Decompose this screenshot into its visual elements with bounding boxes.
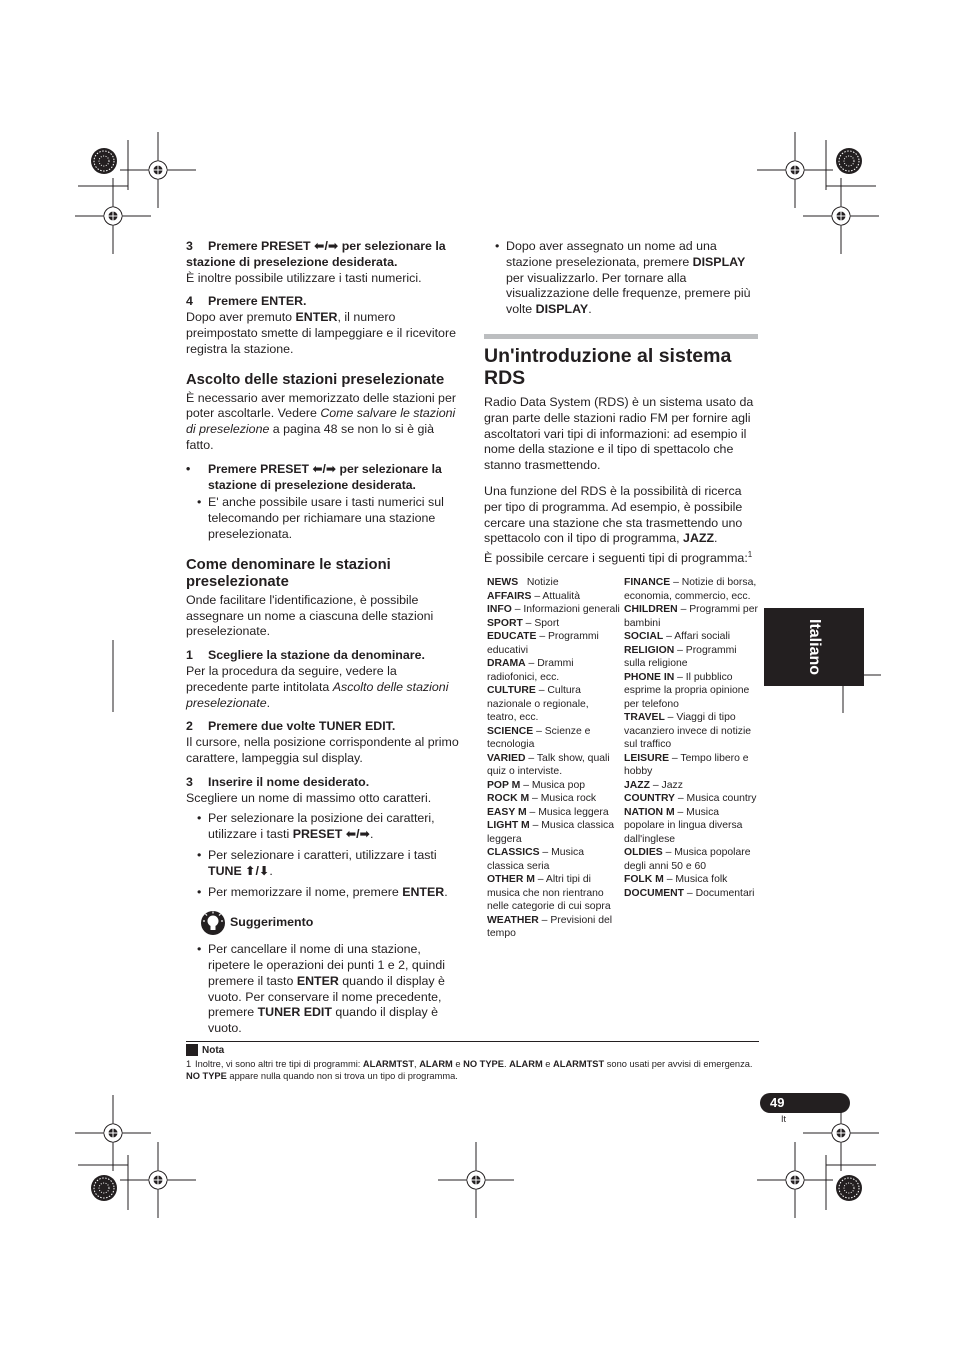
- note-pencil-icon: [186, 1044, 198, 1056]
- substep-2-title: 2 Premere due volte TUNER EDIT.: [186, 719, 396, 734]
- section-body-ascolto: È necessario aver memorizzato delle stazioni per poter ascoltarle. Vedere Come salvare le stazioni di preselezione a pagina 48 se non lo si è già fatto.: [186, 390, 456, 452]
- section-title-denominare: Come denominare le stazioni preselezionate: [186, 556, 391, 590]
- page-heading-rds: Un'introduzione al sistema RDS: [484, 344, 732, 389]
- program-type-item: COUNTRY – Musica country: [624, 793, 757, 805]
- program-type-item: CHILDREN – Programmi per bambini: [624, 604, 761, 629]
- nota-header: [186, 1044, 224, 1056]
- program-type-item: EASY M – Musica leggera: [487, 806, 609, 818]
- program-type-item: VARIED – Talk show, quali quiz o interviste.: [487, 752, 613, 778]
- program-type-item: ROCK M – Musica rock: [487, 793, 597, 805]
- rds-intro: Radio Data System (RDS) è un sistema usato da gran parte delle stazioni radio FM per fornire agli ascoltatori vari tipi di informazioni: ad esempio il nome della stazione e il tipo di spettacolo che stanno trasmettendo.: [484, 394, 754, 473]
- step-3-body: È inoltre possibile utilizzare i tasti numerici.: [186, 270, 422, 285]
- program-types-col-2: [621, 576, 761, 941]
- tip-header: [200, 910, 462, 936]
- program-types-col-1: [484, 576, 621, 941]
- substep-1-title: 1 Scegliere la stazione da denominare.: [186, 648, 425, 663]
- program-type-item: SCIENCE – Scienze e tecnologia: [487, 725, 594, 751]
- substep-2-body: Il cursore, nella posizione corrispondente al primo carattere, lampeggia sul display.: [186, 735, 459, 765]
- language-tab-label: Italiano: [806, 618, 823, 675]
- tip-title: Suggerimento: [230, 915, 314, 930]
- program-type-item: POP M – Musica pop: [487, 779, 586, 791]
- star-mark-top-right: [836, 148, 862, 174]
- bullet-char-position: • Per selezionare la posizione dei caratteri, utilizzare i tasti PRESET ⬅/➡.: [186, 811, 462, 843]
- program-type-item: JAZZ – Jazz: [624, 779, 683, 791]
- program-type-item: TRAVEL – Viaggi di tipo vacanziero invece di notizie sul traffico: [624, 712, 754, 751]
- program-types-list: [484, 576, 761, 941]
- substep-3-title: 3 Inserire il nome desiderato.: [186, 774, 370, 789]
- step-4-body: Dopo aver premuto ENTER, il numero preimpostato smette di lampeggiare e il ricevitore registra la stazione.: [186, 310, 456, 356]
- step-4-title: 4 Premere ENTER.: [186, 294, 307, 309]
- bullet-display: • Dopo aver assegnato un nome ad una stazione preselezionata, premere DISPLAY per visualizzarlo. Per tornare alla visualizzazione delle frequenze, premere più volte DISPLAY.: [484, 239, 758, 318]
- nota-label: Nota: [202, 1044, 225, 1056]
- page-language: It: [781, 1114, 787, 1124]
- left-column: [186, 239, 462, 1042]
- footnote-rule: [186, 1041, 759, 1042]
- program-type-item: EDUCATE – Programmi educativi: [487, 631, 602, 656]
- program-type-item: FINANCE – Notizie di borsa, economia, commercio, ecc.: [624, 577, 760, 602]
- right-column: [484, 239, 761, 941]
- program-type-item: DOCUMENT – Documentari: [624, 887, 755, 899]
- star-mark-top-left: [91, 148, 117, 174]
- program-type-item: WEATHER – Previsioni del tempo: [487, 914, 616, 940]
- star-mark-bottom-left: [91, 1175, 117, 1201]
- substep-1-body: Per la procedura da seguire, vedere la precedente parte intitolata Ascolto delle stazioni preselezionate.: [186, 663, 449, 710]
- page-number: 49: [770, 1095, 785, 1110]
- program-type-item: LEISURE – Tempo libero e hobby: [624, 752, 752, 778]
- rds-search: Una funzione del RDS è la possibilità di ricerca per tipo di programma. Ad esempio, è possibile cercare una stazione che sta trasmettendo uno spettacolo con il tipo di programma, JAZZ.: [484, 483, 743, 546]
- program-type-item: NATION M – Musica popolare in lingua diversa dall'inglese: [624, 806, 746, 845]
- program-type-item: LIGHT M – Musica classica leggera: [487, 820, 617, 845]
- program-type-item: SPORT – Sport: [487, 617, 560, 629]
- program-type-item: PHONE IN – Il pubblico esprime la propria opinione per telefono: [624, 671, 753, 710]
- rds-types-intro: È possibile cercare i seguenti tipi di programma:$^1$: [484, 550, 753, 566]
- bullet-char-select: • Per selezionare i caratteri, utilizzare i tasti TUNE ⬆/⬇.: [186, 848, 462, 880]
- program-type-item: CLASSICS – Musica classica seria: [487, 847, 587, 872]
- bullet-preset: • Premere PRESET ⬅/➡ per selezionare la stazione di preselezione desiderata.: [186, 462, 462, 494]
- footnote: 1 Inoltre, vi sono altri tre tipi di programmi: ALARMTST, ALARM e NO TYPE. ALARM e ALARMTST sono usati per avvisi di emergenza. NO TYPE appare nulla quando non si trova un tipo di programma.: [186, 1059, 753, 1081]
- step-3-title: 3 Premere PRESET ⬅/➡ per selezionare la stazione di preselezione desiderata.: [186, 239, 446, 269]
- program-type-item: DRAMA – Drammi radiofonici, ecc.: [487, 658, 577, 683]
- program-type-item: OTHER M – Altri tipi di musica che non rientrano nelle categorie di cui sopra: [487, 874, 611, 913]
- substep-3-body: Scegliere un nome di massimo otto caratteri.: [186, 790, 432, 805]
- program-type-item: FOLK M – Musica folk: [624, 874, 728, 886]
- program-type-item: NEWS Notizie: [487, 577, 559, 589]
- section-rule: [484, 334, 758, 339]
- program-type-item: SOCIAL – Affari sociali: [624, 631, 731, 643]
- subbullet-numeric-keys: • E' anche possibile usare i tasti numerici sul telecomando per richiamare una stazione preselezionata.: [186, 495, 462, 542]
- program-type-item: INFO – Informazioni generali: [487, 604, 620, 616]
- program-type-item: AFFAIRS – Attualità: [487, 590, 580, 602]
- lightbulb-icon: [200, 910, 226, 936]
- program-type-item: RELIGION – Programmi sulla religione: [624, 644, 740, 670]
- program-type-item: OLDIES – Musica popolare degli anni 50 e 60: [624, 847, 754, 872]
- star-mark-bottom-right: [836, 1175, 862, 1201]
- bullet-memorize: • Per memorizzare il nome, premere ENTER.: [186, 885, 462, 901]
- section-title-ascolto: Ascolto delle stazioni preselezionate: [186, 371, 445, 388]
- program-type-item: CULTURE – Cultura nazionale o regionale, teatro, ecc.: [487, 685, 592, 724]
- section-body-denominare: Onde facilitare l'identificazione, è possibile assegnare un nome a ciascuna delle stazioni preselezionate.: [186, 592, 434, 639]
- tip-body: • Per cancellare il nome di una stazione, ripetere le operazioni dei punti 1 e 2, quindi premere il tasto ENTER quando il display è vuoto. Per conservare il nome precedente, premere TUNER EDIT quando il display è vuoto.: [186, 942, 462, 1037]
